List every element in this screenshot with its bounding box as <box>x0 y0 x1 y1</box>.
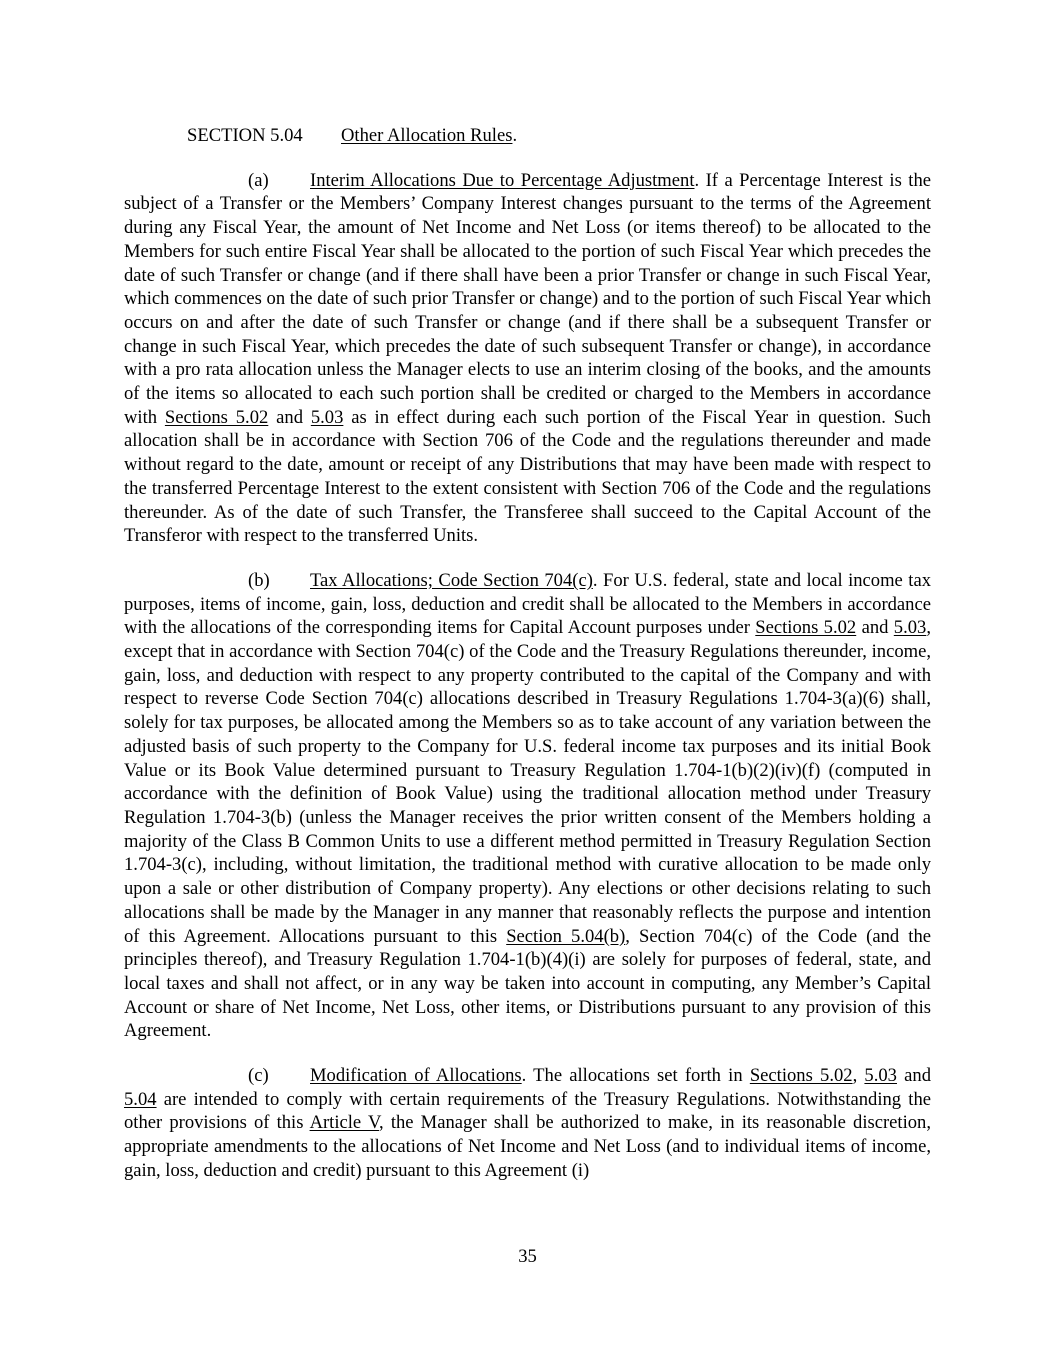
paragraph-c-label: (c) <box>248 1065 269 1087</box>
paragraph-b-text-1: . For U.S. federal, state and local income tax purposes, items of income, gain, loss, deduction and credit shall be allocated to the Members in accordance with the allocations of the corresponding items for Capital Account purposes under <box>124 569 931 639</box>
paragraph-c-heading: Modification of Allocations <box>310 1065 522 1087</box>
paragraph-c-ref-sections-502: Sections 5.02 <box>749 1065 853 1087</box>
paragraph-b-ref-section-504b: Section 5.04(b) <box>506 925 626 947</box>
paragraph-c-ref-503: 5.03 <box>864 1065 897 1087</box>
paragraph-b-text-4: , Section 704(c) of the Code (and the principles thereof), and Treasury Regulation 1.704-1(b)(4)(i) are solely for purposes of federal, state, and local taxes and shall not affect, or in any way be taken into account in computing, any Member’s Capital Account or share of Net Income, Net Loss, other items, or Distributions pursuant to any provision of this Agreement. <box>124 925 931 1042</box>
paragraph-c-text-4: are intended to comply with certain requirements of the Treasury Regulations. Notwithstanding the other provisions of this <box>124 1088 931 1134</box>
paragraph-a-ref-503: 5.03 <box>310 406 344 428</box>
section-heading <box>187 124 931 148</box>
paragraph-a-text-2: and <box>268 406 311 428</box>
section-title-period: . <box>512 125 518 146</box>
paragraph-c-ref-article-v: Article V <box>309 1112 380 1134</box>
paragraph-a-text-1: . If a Percentage Interest is the subject of a Transfer or the Members’ Company Interest changes pursuant to the terms of the Agreement during any Fiscal Year, the amount of Net Income and Net Loss (or items thereof) to be allocated to the Members for such entire Fiscal Year shall be allocated to the portion of such Fiscal Year which precedes the date of such Transfer or change (and if there shall have been a prior Transfer or change in such Fiscal Year, which commences on the date of such prior Transfer or change) and to the portion of such Fiscal Year which occurs on and after the date of such Transfer or change (and if there shall be a subsequent Transfer or change in such Fiscal Year, which precedes the date of such subsequent Transfer or change), in accordance with a pro rata allocation unless the Manager elects to use an interim closing of the books, and the amounts of the items so allocated to each such portion shall be credited or charged to the Members in accordance with <box>124 169 932 428</box>
paragraph-c-ref-504: 5.04 <box>124 1088 157 1110</box>
paragraph-b-ref-503: 5.03 <box>893 617 927 639</box>
paragraph-b-text-3: , except that in accordance with Section 704(c) of the Code and the Treasury Regulations thereunder, income, gain, loss, and deduction with respect to any property contributed to the capital of the Company and with respect to reverse Code Section 704(c) allocations described in Treasury Regulations 1.704-3(a)(6) shall, solely for tax purposes, be allocated among the Members so as to take account of any variation between the adjusted basis of such property to the Company for U.S. federal income tax purposes and its initial Book Value or its Book Value determined pursuant to Treasury Regulation 1.704-1(b)(2)(iv)(f) (computed in accordance with the definition of Book Value) using the traditional allocation method under Treasury Regulation 1.704-3(b) (unless the Manager receives the prior written consent of the Members holding a majority of the Class B Common Units to use a different method permitted in Treasury Regulation Section 1.704-3(c), including, without limitation, the traditional method with curative allocation to be made only upon a sale or other distribution of Company property). Any elections or other decisions relating to such allocations shall be made by the Manager in any manner that reasonably reflects the purpose and intention of this Agreement. Allocations pursuant to this <box>124 617 931 947</box>
paragraph-b <box>124 569 931 1043</box>
paragraph-c-text-3: and <box>896 1065 932 1087</box>
paragraph-b-ref-sections-502: Sections 5.02 <box>755 617 857 639</box>
paragraph-c <box>124 1064 931 1183</box>
paragraph-b-text-2: and <box>856 617 894 639</box>
section-title: Other Allocation Rules <box>341 125 513 146</box>
paragraph-c-text-2: , <box>852 1065 865 1087</box>
paragraph-c-text-5: , the Manager shall be authorized to make, in its reasonable discretion, appropriate amendments to the allocations of Net Income and Net Loss (and to individual items of income, gain, loss, deduction and credit) pursuant to this Agreement (i) <box>124 1112 931 1181</box>
page-number: 35 <box>518 1246 537 1267</box>
paragraph-c-text-1: . The allocations set forth in <box>521 1065 750 1087</box>
paragraph-a-heading: Interim Allocations Due to Percentage Adjustment <box>310 169 695 191</box>
paragraph-a-text-3: as in effect during each such portion of the Fiscal Year in question. Such allocation shall be in accordance with Section 706 of the Code and the regulations thereunder and made without regard to the date, amount or receipt of any Distributions that may have been made with respect to the transferred Percentage Interest to the extent consistent with Section 706 of the Code and the regulations thereunder. As of the date of such Transfer, the Transferee shall succeed to the Capital Account of the Transferor with respect to the transferred Units. <box>124 406 931 547</box>
paragraph-b-heading: Tax Allocations; Code Section 704(c) <box>310 569 593 591</box>
paragraph-b-label: (b) <box>248 569 270 591</box>
paragraph-a-label: (a) <box>248 169 269 191</box>
document-page <box>124 124 931 1204</box>
section-number: SECTION 5.04 <box>187 125 303 146</box>
paragraph-a-ref-sections-502: Sections 5.02 <box>164 406 269 428</box>
paragraph-a <box>124 169 931 548</box>
